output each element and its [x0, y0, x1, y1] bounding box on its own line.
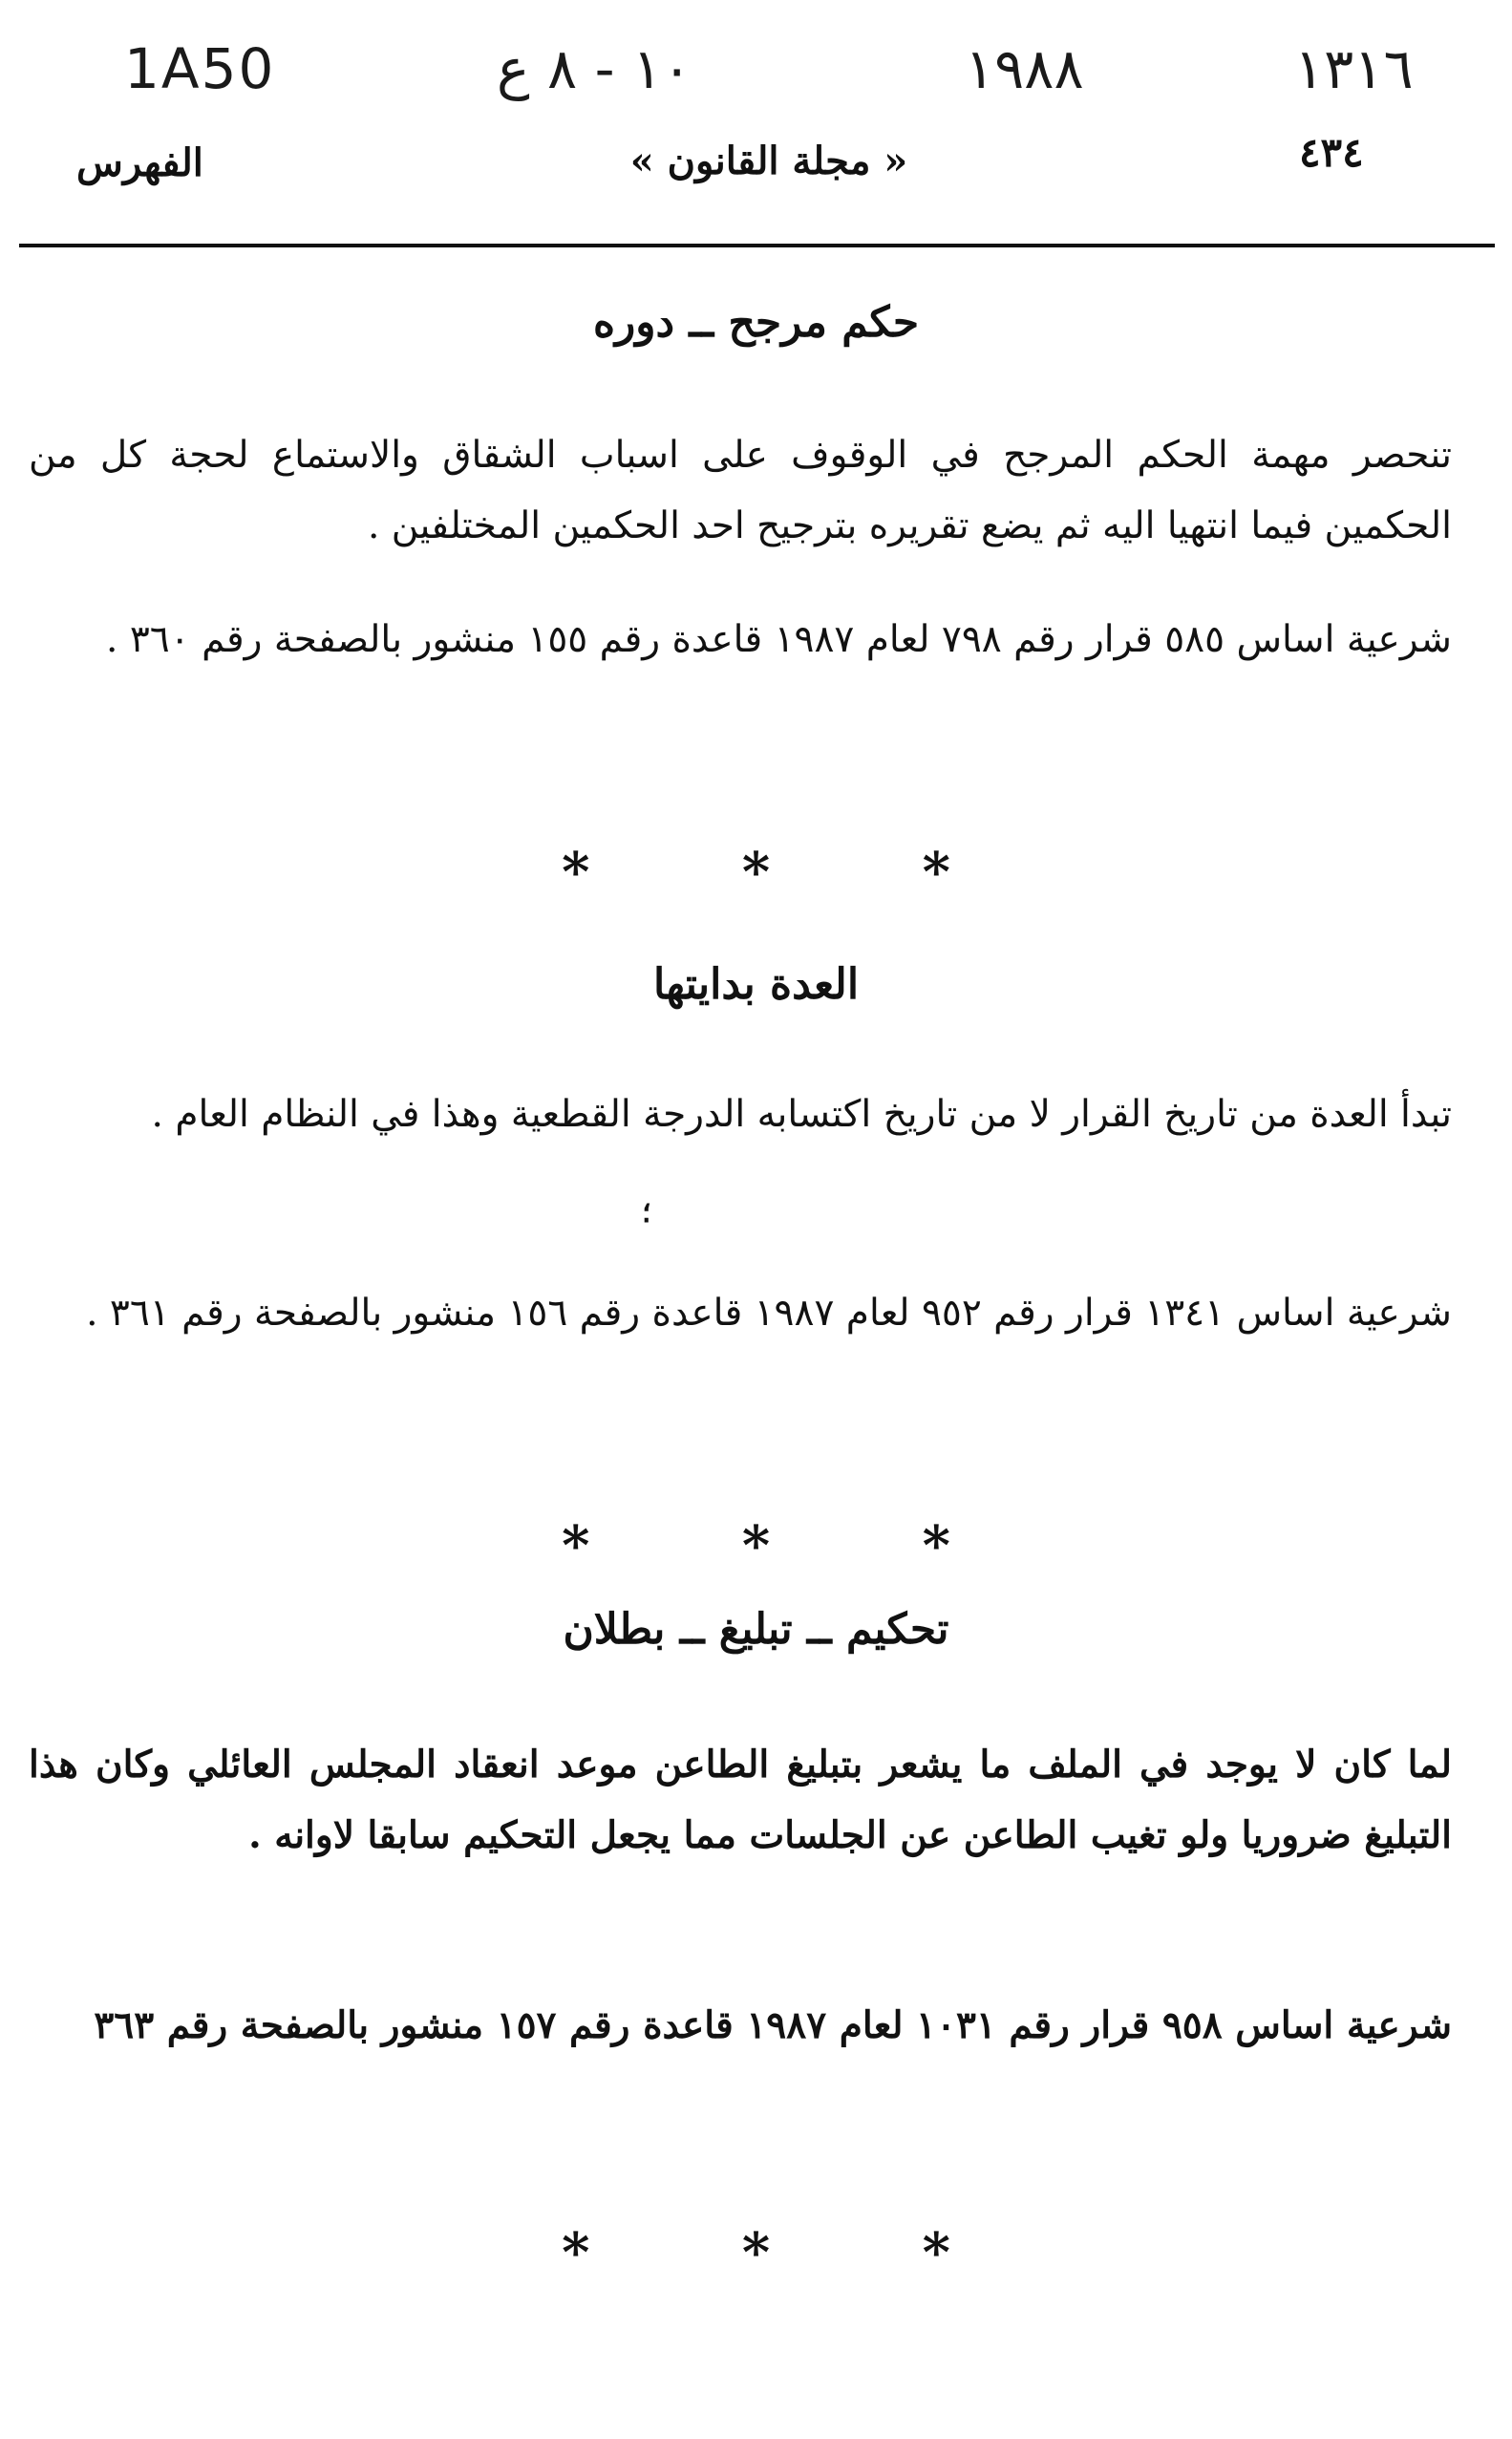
separator-stars-3: * * * — [562, 2221, 1017, 2284]
section-heading-2: العدة بدايتها — [652, 960, 860, 1009]
handwritten-note-2: ١٠ - ٨ ع — [497, 36, 692, 101]
handwritten-note-4: ١٣١٦ — [1294, 36, 1414, 101]
section-body-3: لما كان لا يوجد في الملف ما يشعر بتبليغ الطاعن موعد انعقاد المجلس العائلي وكان هذا التبليغ ضروريا ولو تغيب الطاعن عن الجلسات مما يجعل التحكيم سابقا لاوانه . — [29, 1743, 1452, 1857]
handwritten-note-3: ١٩٨٨ — [965, 36, 1084, 101]
section-body-2: تبدأ العدة من تاريخ القرار لا من تاريخ اكتسابه الدرجة القطعية وهذا في النظام العام . — [151, 1093, 1452, 1136]
separator-stars-2: * * * — [562, 1514, 1017, 1577]
page-header — [0, 129, 1512, 196]
journal-title: « مجلة القانون » — [629, 139, 908, 183]
stray-mark: ؛ — [642, 1196, 651, 1230]
page-number: ٤٣٤ — [1299, 129, 1364, 176]
section-title: الفهرس — [76, 140, 203, 185]
section-reference-3: شرعية اساس ٩٥٨ قرار رقم ١٠٣١ لعام ١٩٨٧ قاعدة رقم ١٥٧ منشور بالصفحة رقم ٣٦٣ — [94, 2003, 1452, 2047]
section-heading-3: تحكيم ــ تبليغ ــ بطلان — [563, 1605, 949, 1654]
header-rule — [19, 244, 1495, 247]
section-heading-1: حكم مرجح ــ دوره — [592, 298, 920, 347]
handwritten-note-1: 1A50 — [124, 36, 276, 101]
section-reference-2: شرعية اساس ١٣٤١ قرار رقم ٩٥٢ لعام ١٩٨٧ قاعدة رقم ١٥٦ منشور بالصفحة رقم ٣٦١ . — [86, 1292, 1452, 1335]
section-body-1: تنحصر مهمة الحكم المرجح في الوقوف على اسباب الشقاق والاستماع لحجة كل من الحكمين فيما انتهيا اليه ثم يضع تقريره بترجيح احد الحكمين المختلفين . — [29, 434, 1452, 547]
section-reference-1: شرعية اساس ٥٨٥ قرار رقم ٧٩٨ لعام ١٩٨٧ قاعدة رقم ١٥٥ منشور بالصفحة رقم ٣٦٠ . — [106, 618, 1452, 661]
separator-stars-1: * * * — [562, 841, 1017, 904]
